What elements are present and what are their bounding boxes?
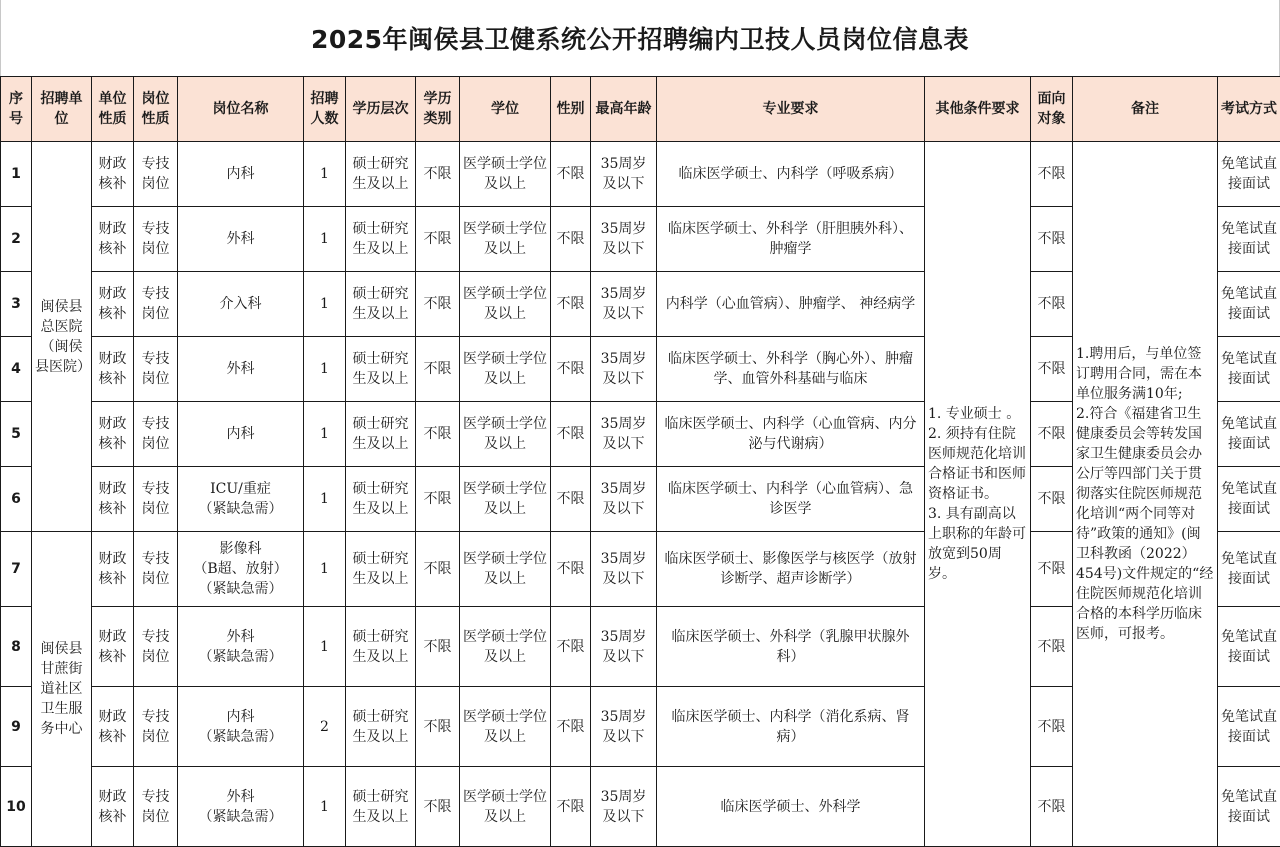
cell-count: 1 (304, 207, 346, 272)
cell-max-age: 35周岁及以下 (591, 532, 657, 607)
cell-edu-level: 硕士研究生及以上 (346, 142, 416, 207)
cell-target: 不限 (1031, 207, 1073, 272)
cell-degree: 医学硕士学位及以上 (460, 337, 551, 402)
cell-count: 1 (304, 337, 346, 402)
cell-target: 不限 (1031, 607, 1073, 687)
cell-post-nature: 专技岗位 (134, 767, 178, 847)
cell-target: 不限 (1031, 467, 1073, 532)
cell-max-age: 35周岁及以下 (591, 402, 657, 467)
cell-post-nature: 专技岗位 (134, 272, 178, 337)
cell-gender: 不限 (551, 532, 591, 607)
cell-max-age: 35周岁及以下 (591, 607, 657, 687)
cell-post-nature: 专技岗位 (134, 687, 178, 767)
cell-edu-level: 硕士研究生及以上 (346, 687, 416, 767)
cell-post-name: 外科 (178, 337, 304, 402)
cell-count: 1 (304, 142, 346, 207)
cell-post-nature: 专技岗位 (134, 467, 178, 532)
cell-exam: 免笔试直接面试 (1218, 467, 1280, 532)
cell-exam: 免笔试直接面试 (1218, 142, 1280, 207)
cell-max-age: 35周岁及以下 (591, 207, 657, 272)
col-remark: 备注 (1073, 77, 1218, 142)
cell-max-age: 35周岁及以下 (591, 272, 657, 337)
cell-nature: 财政核补 (92, 142, 134, 207)
cell-seq: 4 (1, 337, 32, 402)
cell-target: 不限 (1031, 272, 1073, 337)
col-seq: 序号 (1, 77, 32, 142)
cell-edu-level: 硕士研究生及以上 (346, 607, 416, 687)
cell-gender: 不限 (551, 687, 591, 767)
cell-nature: 财政核补 (92, 402, 134, 467)
col-target: 面向对象 (1031, 77, 1073, 142)
cell-post-name: ICU/重症 （紧缺急需） (178, 467, 304, 532)
cell-post-name: 外科 （紧缺急需） (178, 767, 304, 847)
cell-unit-hospital: 闽侯县总医院（闽侯县医院） (32, 142, 92, 532)
table-row (1, 142, 1280, 207)
cell-post-name: 外科 (178, 207, 304, 272)
cell-count: 1 (304, 402, 346, 467)
cell-max-age: 35周岁及以下 (591, 337, 657, 402)
col-post-name: 岗位名称 (178, 77, 304, 142)
col-edu-type: 学历类别 (416, 77, 460, 142)
cell-gender: 不限 (551, 142, 591, 207)
cell-major: 临床医学硕士、外科学 (657, 767, 925, 847)
cell-major: 内科学（心血管病）、肿瘤学、 神经病学 (657, 272, 925, 337)
cell-seq: 9 (1, 687, 32, 767)
cell-seq: 5 (1, 402, 32, 467)
cell-nature: 财政核补 (92, 687, 134, 767)
cell-nature: 财政核补 (92, 607, 134, 687)
cell-post-nature: 专技岗位 (134, 402, 178, 467)
cell-exam: 免笔试直接面试 (1218, 337, 1280, 402)
cell-degree: 医学硕士学位及以上 (460, 467, 551, 532)
cell-gender: 不限 (551, 272, 591, 337)
col-major: 专业要求 (657, 77, 925, 142)
cell-degree: 医学硕士学位及以上 (460, 607, 551, 687)
cell-gender: 不限 (551, 467, 591, 532)
cell-degree: 医学硕士学位及以上 (460, 142, 551, 207)
cell-edu-type: 不限 (416, 402, 460, 467)
cell-seq: 6 (1, 467, 32, 532)
cell-edu-type: 不限 (416, 607, 460, 687)
header-row (1, 77, 1280, 142)
cell-major: 临床医学硕士、内科学（呼吸系病） (657, 142, 925, 207)
cell-exam: 免笔试直接面试 (1218, 272, 1280, 337)
cell-exam: 免笔试直接面试 (1218, 402, 1280, 467)
cell-post-name: 内科 （紧缺急需） (178, 687, 304, 767)
cell-degree: 医学硕士学位及以上 (460, 207, 551, 272)
cell-exam: 免笔试直接面试 (1218, 767, 1280, 847)
cell-target: 不限 (1031, 687, 1073, 767)
cell-edu-type: 不限 (416, 142, 460, 207)
cell-seq: 10 (1, 767, 32, 847)
cell-major: 临床医学硕士、影像医学与核医学（放射诊断学、超声诊断学） (657, 532, 925, 607)
cell-gender: 不限 (551, 607, 591, 687)
col-nature: 单位性质 (92, 77, 134, 142)
col-exam: 考试方式 (1218, 77, 1280, 142)
col-post-nature: 岗位性质 (134, 77, 178, 142)
cell-gender: 不限 (551, 337, 591, 402)
col-max-age: 最高年龄 (591, 77, 657, 142)
cell-target: 不限 (1031, 767, 1073, 847)
cell-major: 临床医学硕士、外科学（乳腺甲状腺外科） (657, 607, 925, 687)
cell-post-name: 影像科 （B超、放射） （紧缺急需） (178, 532, 304, 607)
col-degree: 学位 (460, 77, 551, 142)
col-count: 招聘人数 (304, 77, 346, 142)
cell-edu-level: 硕士研究生及以上 (346, 532, 416, 607)
cell-max-age: 35周岁及以下 (591, 467, 657, 532)
cell-post-name: 内科 (178, 402, 304, 467)
cell-nature: 财政核补 (92, 532, 134, 607)
cell-exam: 免笔试直接面试 (1218, 687, 1280, 767)
cell-major: 临床医学硕士、外科学（肝胆胰外科）、肿瘤学 (657, 207, 925, 272)
cell-degree: 医学硕士学位及以上 (460, 767, 551, 847)
cell-unit-center: 闽侯县甘蔗街道社区卫生服务中心 (32, 532, 92, 847)
cell-max-age: 35周岁及以下 (591, 142, 657, 207)
col-edu-level: 学历层次 (346, 77, 416, 142)
cell-major: 临床医学硕士、外科学（胸心外）、肿瘤学、血管外科基础与临床 (657, 337, 925, 402)
cell-count: 1 (304, 767, 346, 847)
cell-edu-level: 硕士研究生及以上 (346, 272, 416, 337)
cell-post-nature: 专技岗位 (134, 207, 178, 272)
cell-post-nature: 专技岗位 (134, 142, 178, 207)
cell-gender: 不限 (551, 207, 591, 272)
cell-count: 1 (304, 467, 346, 532)
cell-edu-type: 不限 (416, 767, 460, 847)
cell-edu-type: 不限 (416, 687, 460, 767)
cell-post-nature: 专技岗位 (134, 607, 178, 687)
cell-edu-level: 硕士研究生及以上 (346, 467, 416, 532)
cell-target: 不限 (1031, 337, 1073, 402)
cell-exam: 免笔试直接面试 (1218, 532, 1280, 607)
cell-edu-level: 硕士研究生及以上 (346, 402, 416, 467)
cell-count: 1 (304, 272, 346, 337)
cell-edu-level: 硕士研究生及以上 (346, 337, 416, 402)
cell-seq: 1 (1, 142, 32, 207)
cell-edu-type: 不限 (416, 272, 460, 337)
cell-target: 不限 (1031, 142, 1073, 207)
cell-max-age: 35周岁及以下 (591, 767, 657, 847)
cell-remark: 1.聘用后，与单位签订聘用合同，需在本单位服务满10年; 2.符合《福建省卫生健康委员会等转发国家卫生健康委员会办公厅等四部门关于贯彻落实住院医师规范化培训“两个同等对待”政策的通知》(闽卫科教函（2022）454号)文件规定的“经住院医师规范化培训合格的本科学历临床医师，可报考。 (1073, 142, 1218, 847)
job-table (0, 76, 1280, 847)
cell-nature: 财政核补 (92, 337, 134, 402)
cell-post-nature: 专技岗位 (134, 532, 178, 607)
cell-nature: 财政核补 (92, 272, 134, 337)
col-gender: 性别 (551, 77, 591, 142)
cell-count: 1 (304, 607, 346, 687)
cell-post-name: 内科 (178, 142, 304, 207)
cell-seq: 2 (1, 207, 32, 272)
cell-exam: 免笔试直接面试 (1218, 207, 1280, 272)
col-unit: 招聘单位 (32, 77, 92, 142)
cell-exam: 免笔试直接面试 (1218, 607, 1280, 687)
cell-nature: 财政核补 (92, 207, 134, 272)
cell-count: 1 (304, 532, 346, 607)
cell-post-name: 外科 （紧缺急需） (178, 607, 304, 687)
cell-major: 临床医学硕士、内科学（心血管病）、急诊医学 (657, 467, 925, 532)
cell-seq: 7 (1, 532, 32, 607)
cell-degree: 医学硕士学位及以上 (460, 532, 551, 607)
cell-nature: 财政核补 (92, 767, 134, 847)
cell-post-name: 介入科 (178, 272, 304, 337)
cell-edu-type: 不限 (416, 337, 460, 402)
cell-count: 2 (304, 687, 346, 767)
cell-degree: 医学硕士学位及以上 (460, 272, 551, 337)
cell-edu-level: 硕士研究生及以上 (346, 767, 416, 847)
cell-post-nature: 专技岗位 (134, 337, 178, 402)
cell-edu-type: 不限 (416, 207, 460, 272)
cell-seq: 3 (1, 272, 32, 337)
cell-major: 临床医学硕士、内科学（消化系病、肾病） (657, 687, 925, 767)
cell-major: 临床医学硕士、内科学（心血管病、内分泌与代谢病） (657, 402, 925, 467)
col-other: 其他条件要求 (925, 77, 1031, 142)
cell-edu-type: 不限 (416, 467, 460, 532)
cell-degree: 医学硕士学位及以上 (460, 687, 551, 767)
cell-gender: 不限 (551, 402, 591, 467)
cell-target: 不限 (1031, 402, 1073, 467)
cell-edu-level: 硕士研究生及以上 (346, 207, 416, 272)
cell-degree: 医学硕士学位及以上 (460, 402, 551, 467)
cell-gender: 不限 (551, 767, 591, 847)
cell-seq: 8 (1, 607, 32, 687)
cell-edu-type: 不限 (416, 532, 460, 607)
cell-other-conditions: 1. 专业硕士 。 2. 须持有住院医师规范化培训合格证书和医师资格证书。 3. 具有副高以上职称的年龄可放宽到50周岁。 (925, 142, 1031, 847)
cell-max-age: 35周岁及以下 (591, 687, 657, 767)
page-title: 2025年闽侯县卫健系统公开招聘编内卫技人员岗位信息表 (0, 0, 1280, 76)
cell-nature: 财政核补 (92, 467, 134, 532)
cell-target: 不限 (1031, 532, 1073, 607)
